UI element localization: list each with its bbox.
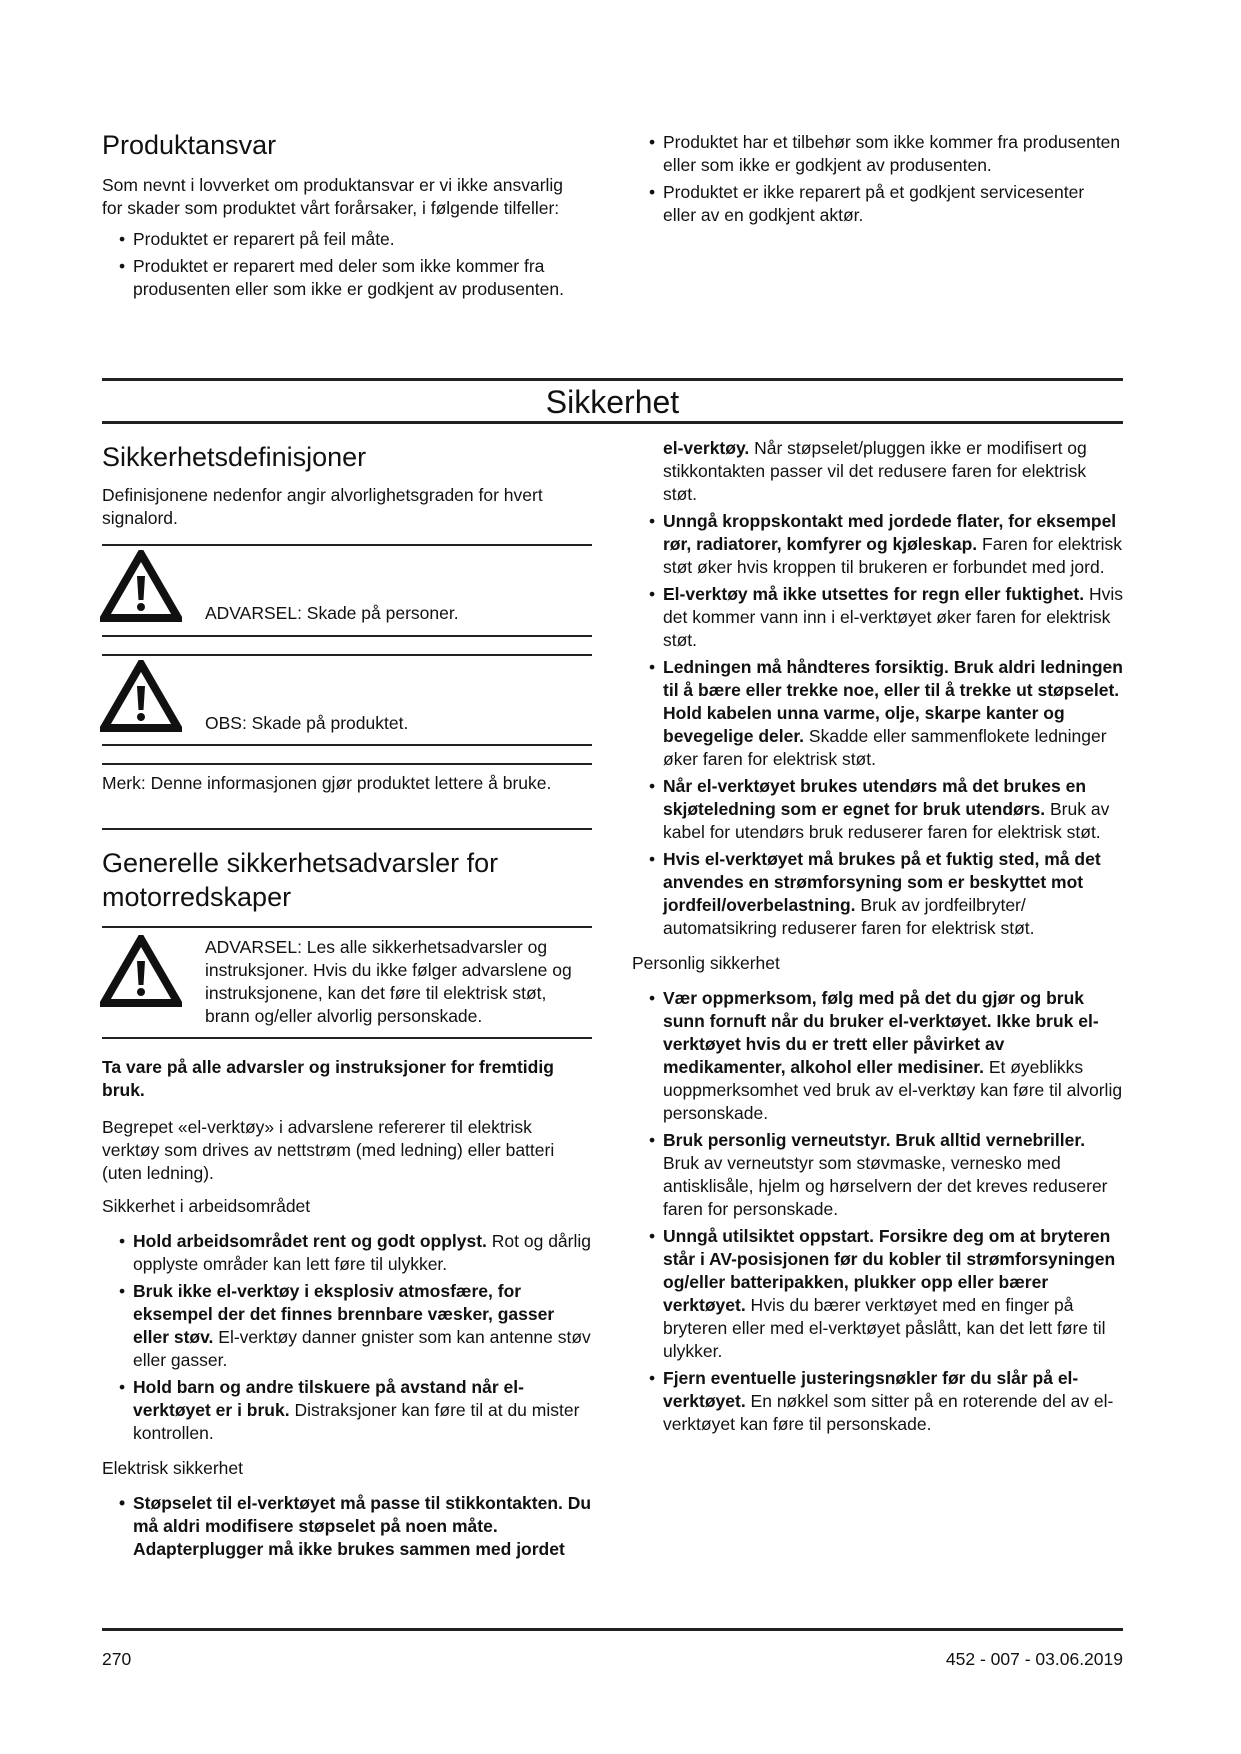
el-verktoy-definition: Begrepet «el-verktøy» i advarslene refererer til elektrisk verktøy som drives av nettstrøm (med ledning) eller batteri (uten ledning).	[102, 1117, 555, 1183]
produktansvar-right	[632, 131, 1122, 227]
bullet-text: Når støpselet/pluggen ikke er modifisert og stikkontakten passer vil det redusere faren for elektrisk støt.	[663, 438, 1087, 504]
merk-definition: Merk: Denne informasjonen gjør produktet lettere å bruke.	[102, 773, 552, 793]
caution-triangle-icon	[100, 660, 182, 732]
bullet-text: Bruk av verneutstyr som støvmaske, vernesko med antisklisåle, hjelm og hørselvern der det kreves reduserer faren for personskade.	[663, 1153, 1108, 1219]
elektrisk-heading: Elektrisk sikkerhet	[102, 1458, 244, 1478]
section-title: Sikkerhet	[545, 384, 680, 420]
bullet-bold: Unngå kroppskontakt med jordede flater, for eksempel rør, radiatorer, komfyrer og kjøleskap.	[663, 511, 1117, 554]
elektrisk-bullet	[632, 848, 1124, 940]
take-care-note: Ta vare på alle advarsler og instruksjoner for fremtidig bruk.	[102, 1057, 554, 1100]
definisjoner-heading: Sikkerhetsdefinisjoner	[102, 442, 367, 472]
definisjoner-intro: Definisjonene nedenfor angir alvorlighetsgraden for hvert signalord.	[102, 485, 543, 528]
produktansvar-left	[102, 128, 572, 301]
generelle-warning: ADVARSEL: Les alle sikkerhetsadvarsler og instruksjoner. Hvis du ikke følger advarslene og instruksjonene, kan det føre til elektrisk støt, brann og/eller alvorlig personskade.	[205, 937, 572, 1026]
personlig-bullet	[632, 1129, 1124, 1221]
divider	[102, 1037, 592, 1039]
left-body	[102, 1056, 592, 1561]
bullet-bold: Ledningen må håndteres forsiktig. Bruk aldri ledningen til å bære eller trekke noe, eller til å trekke ut støpselet. Hold kabelen unna varme, olje, skarpe kanter og bevegelige deler.	[663, 657, 1123, 746]
personlig-bullet	[632, 1367, 1124, 1436]
bullet-text: Hvis det kommer vann inn i el-verktøyet øker faren for elektrisk støt.	[663, 584, 1123, 650]
produktansvar-heading: Produktansvar	[102, 130, 277, 160]
footer-rule	[102, 1628, 1123, 1631]
right-body	[632, 437, 1124, 1436]
bullet-bold: Bruk ikke el-verktøy i eksplosiv atmosfære, for eksempel der det finnes brennbare væsker, gasser eller støv.	[133, 1281, 555, 1347]
bullet-bold: el-verktøy.	[663, 438, 750, 458]
bullet-text: Et øyeblikks uoppmerksomhet ved bruk av el-verktøy kan føre til alvorlig personskade.	[663, 1057, 1123, 1123]
divider	[102, 763, 592, 765]
produktansvar-bullet: • Produktet er reparert på feil måte.	[102, 228, 572, 251]
divider	[102, 828, 592, 830]
divider	[102, 544, 592, 546]
section-rule-top	[102, 378, 1123, 381]
arbeid-bullet	[102, 1230, 592, 1276]
section-rule-bottom	[102, 421, 1123, 424]
arbeid-bullet	[102, 1376, 592, 1445]
personlig-heading: Personlig sikkerhet	[632, 953, 780, 973]
personlig-bullet	[632, 1225, 1124, 1363]
produktansvar-intro: Som nevnt i lovverket om produktansvar er vi ikke ansvarlig for skader som produktet vårt forårsaker, i følgende tilfeller:	[102, 175, 564, 218]
elektrisk-bullet	[632, 656, 1124, 771]
definisjoner-block	[102, 440, 592, 530]
elektrisk-bullet	[632, 775, 1124, 844]
produktansvar-bullet: • Produktet er ikke reparert på et godkjent servicesenter eller av en godkjent aktør.	[632, 181, 1093, 227]
document-code: 452 - 007 - 03.06.2019	[945, 1649, 1123, 1669]
divider	[102, 654, 592, 656]
bullet-text: Hvis du bærer verktøyet med en finger på bryteren eller med el-verktøyet påslått, kan det lett føre til ulykker.	[663, 1295, 1106, 1361]
bullet-bold: Bruk personlig verneutstyr. Bruk alltid vernebriller.	[663, 1130, 1086, 1150]
elektrisk-bullet	[632, 510, 1124, 579]
elektrisk-bullet-first: • Støpselet til el-verktøyet må passe til stikkontakten. Du må aldri modifisere støpselet på noen måte. Adapterplugger må ikke brukes sammen med jordet	[102, 1492, 592, 1561]
page-number: 270	[102, 1649, 132, 1669]
bullet-text: Bruk av kabel for utendørs bruk reduserer faren for elektrisk støt.	[663, 799, 1110, 842]
bullet-bold: El-verktøy må ikke utsettes for regn eller fuktighet.	[663, 584, 1085, 604]
bullet-text: El-verktøy danner gnister som kan antenne støv eller gasser.	[133, 1327, 591, 1370]
divider	[102, 744, 592, 746]
bullet-text: Rot og dårlig opplyste områder kan lett føre til ulykker.	[133, 1231, 591, 1274]
generelle-heading: Generelle sikkerhetsadvarsler for motorredskaper	[102, 848, 499, 912]
advarsel-definition: ADVARSEL: Skade på personer.	[205, 603, 459, 623]
elektrisk-bullet-first-cont	[632, 437, 1124, 506]
obs-definition: OBS: Skade på produktet.	[205, 713, 409, 733]
bullet-bold: Hold barn og andre tilskuere på avstand når el-verktøyet er i bruk.	[133, 1377, 524, 1420]
bullet-bold: Hold arbeidsområdet rent og godt opplyst.	[133, 1231, 487, 1251]
produktansvar-bullet: • Produktet har et tilbehør som ikke kommer fra produsenten eller som ikke er godkjent av produsenten.	[632, 131, 1122, 177]
bullet-text: Faren for elektrisk støt øker hvis kroppen til brukeren er forbundet med jord.	[663, 534, 1123, 577]
divider	[102, 635, 592, 637]
bullet-bold: Unngå utilsiktet oppstart. Forsikre deg om at bryteren står i AV-posisjonen før du kobler til strømforsyningen og/eller batteripakken, plukker opp eller bærer verktøyet.	[663, 1226, 1116, 1315]
personlig-bullet	[632, 987, 1124, 1125]
bullet-text: En nøkkel som sitter på en roterende del av el-verktøyet kan føre til personskade.	[663, 1391, 1114, 1434]
bullet-bold: Når el-verktøyet brukes utendørs må det brukes en skjøteledning som er egnet for bruk utendørs.	[663, 776, 1087, 819]
bullet-text: Skadde eller sammenflokete ledninger øker faren for elektrisk støt.	[663, 726, 1107, 769]
warning-triangle-icon	[100, 935, 182, 1007]
bullet-bold: Fjern eventuelle justeringsnøkler før du slår på el-verktøyet.	[663, 1368, 1079, 1411]
bullet-bold: Vær oppmerksom, følg med på det du gjør og bruk sunn fornuft når du bruker el-verktøyet. Ikke bruk el-verktøyet hvis du er trett eller påvirket av medikamenter, alkohol eller medisiner.	[663, 988, 1099, 1077]
arbeid-bullet	[102, 1280, 592, 1372]
divider	[102, 926, 592, 928]
bullet-bold: Hvis el-verktøyet må brukes på et fuktig sted, må det anvendes en strømforsyning som er beskyttet mot jordfeil/overbelastning.	[663, 849, 1101, 915]
warning-triangle-icon	[100, 550, 182, 622]
bullet-text: Bruk av jordfeilbryter/ automatsikring reduserer faren for elektrisk støt.	[663, 895, 1035, 938]
bullet-text: Distraksjoner kan føre til at du mister kontrollen.	[133, 1400, 580, 1443]
produktansvar-bullet: • Produktet er reparert med deler som ikke kommer fra produsenten eller som ikke er godkjent av produsenten.	[102, 255, 572, 301]
arbeid-heading: Sikkerhet i arbeidsområdet	[102, 1196, 311, 1216]
elektrisk-bullet	[632, 583, 1124, 652]
